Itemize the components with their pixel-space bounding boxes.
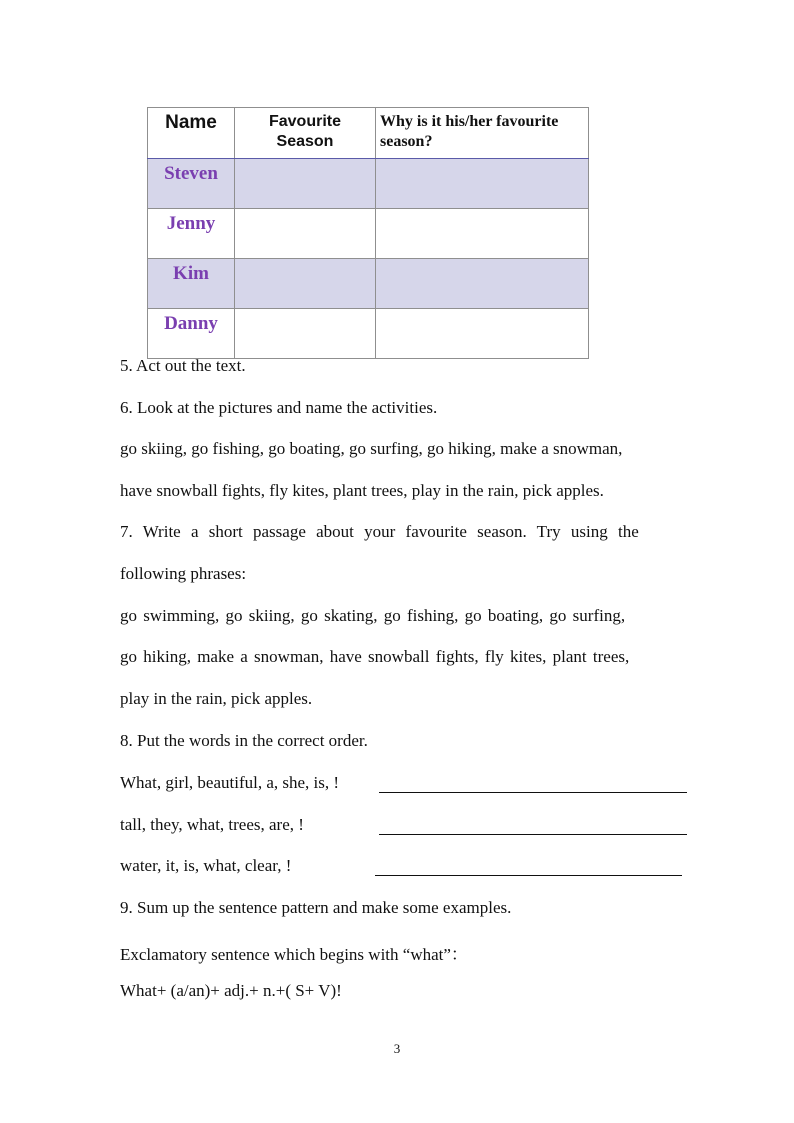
header-season-line1: Favourite bbox=[268, 113, 341, 130]
row-season-cell bbox=[235, 209, 376, 259]
task-7-line2: following phrases: bbox=[120, 564, 247, 583]
row-name: Steven bbox=[148, 159, 235, 209]
row-why-cell bbox=[376, 259, 589, 309]
task-8-item-3: water, it, is, what, clear, ! bbox=[120, 856, 292, 875]
task-7-phrases-line3: play in the rain, pick apples. bbox=[120, 689, 313, 708]
sentence-pattern: What+ (a/an)+ adj.+ n.+( S+ V)! bbox=[120, 981, 342, 1000]
row-name: Danny bbox=[148, 309, 235, 359]
favourite-season-table bbox=[147, 107, 589, 359]
table-header-row bbox=[148, 108, 589, 159]
row-season-cell bbox=[235, 259, 376, 309]
task-8-item-2: tall, they, what, trees, are, ! bbox=[120, 815, 304, 834]
page-number: 3 bbox=[393, 1041, 401, 1056]
task-8-item-1: What, girl, beautiful, a, she, is, ! bbox=[120, 773, 340, 792]
table-row bbox=[148, 309, 589, 359]
answer-line-1[interactable] bbox=[379, 792, 687, 793]
task-6-phrases-line2: have snowball fights, fly kites, plant trees, play in the rain, pick apples. bbox=[120, 481, 604, 500]
row-why-cell bbox=[376, 309, 589, 359]
header-name: Name bbox=[148, 108, 235, 159]
task-5: 5. Act out the text. bbox=[120, 356, 246, 375]
answer-line-3[interactable] bbox=[375, 875, 682, 876]
task-6-phrases-line1: go skiing, go fishing, go boating, go surfing, go hiking, make a snowman, bbox=[120, 439, 623, 458]
row-why-cell bbox=[376, 159, 589, 209]
header-why-line2: season? bbox=[380, 133, 433, 150]
header-favourite-season bbox=[235, 108, 376, 159]
task-8: 8. Put the words in the correct order. bbox=[120, 731, 368, 750]
header-why bbox=[376, 108, 589, 159]
table-row bbox=[148, 209, 589, 259]
task-9: 9. Sum up the sentence pattern and make some examples. bbox=[120, 898, 512, 917]
row-season-cell bbox=[235, 159, 376, 209]
task-9-line2: Exclamatory sentence which begins with “what”： bbox=[120, 945, 468, 964]
task-7-phrases-line2: go hiking, make a snowman, have snowball fights, fly kites, plant trees, bbox=[120, 647, 630, 666]
answer-line-2[interactable] bbox=[379, 834, 687, 835]
row-name: Kim bbox=[148, 259, 235, 309]
header-why-line1: Why is it his/her favourite bbox=[380, 113, 559, 130]
table-row bbox=[148, 259, 589, 309]
row-name: Jenny bbox=[148, 209, 235, 259]
header-season-line2: Season bbox=[276, 133, 334, 150]
task-7-phrases-line1: go swimming, go skiing, go skating, go fishing, go boating, go surfing, bbox=[120, 606, 626, 625]
row-season-cell bbox=[235, 309, 376, 359]
task-6: 6. Look at the pictures and name the activities. bbox=[120, 398, 438, 417]
row-why-cell bbox=[376, 209, 589, 259]
table-row bbox=[148, 159, 589, 209]
task-7: 7. Write a short passage about your favourite season. Try using the bbox=[120, 522, 639, 541]
